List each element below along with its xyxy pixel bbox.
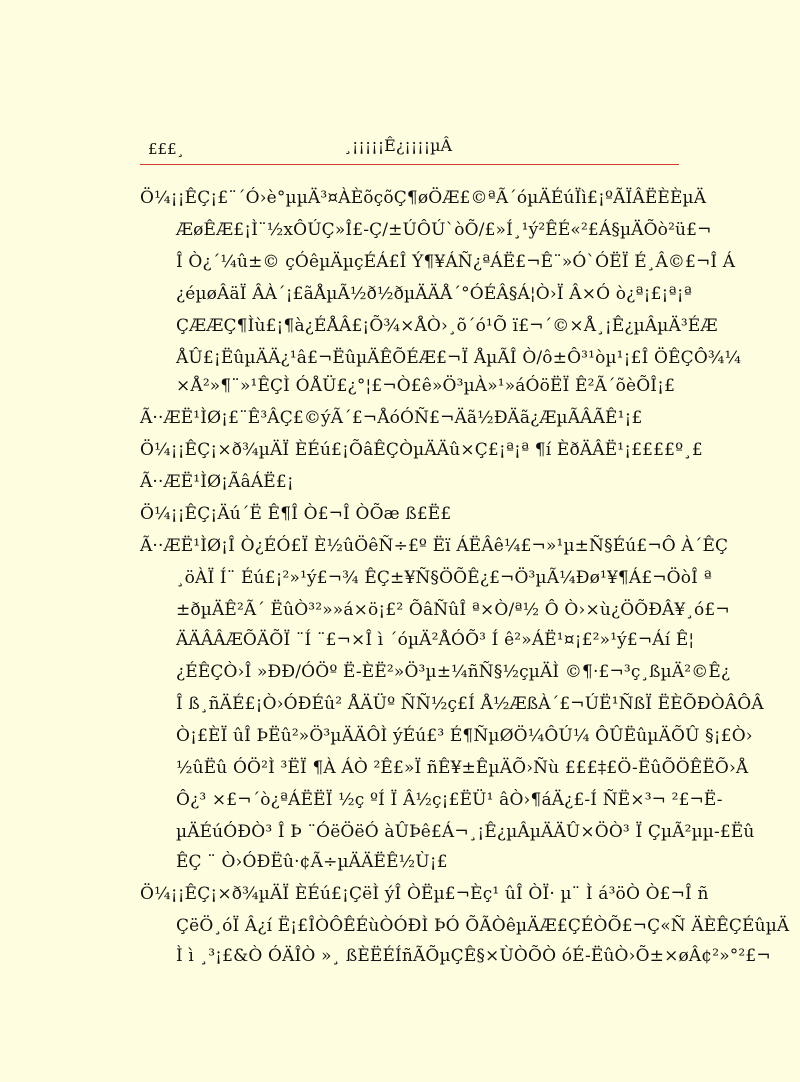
text-line: ¿ÉÊÇÒ›Î »ÐÐ/ÓÖº Ë-ÈË²»Ö³µ±¼ñÑ§½çµÄÌ ©¶·£¬³ç¸ßµÄ²©Ê¿ — [176, 662, 731, 682]
text-line: ¿éµøÂäÏ ÂÀ´¡£ãÅµÃ½ð½ðµÄÄÅ´°ÓÉÂ§Á¦Ò›Ï Â×Ó ò¿ª¡£¡ª¡ª — [176, 284, 692, 304]
text-line: Ò¡£ÈÏ ûÎ ÞËû²»Ö³µÄÄÔÌ ýÉú£³ É¶ÑµØÖ¼ÔÚ¼ ÔÛËûµÄÕÛ §¡£Ò› — [176, 726, 753, 746]
text-line: ±ðµÄÊ²Ã´ ËûÒ³²»»á×ö¡£² ÕâÑûÎ ª×Ò/ª½ Ô Ò›×ù¿ÖÕÐÂ¥¸ó£¬ — [176, 600, 730, 620]
text-line: Ö¼¡¡ÊÇ¡×ð¾µÄÏ ÈÉú£¡ÇëÌ ýÎ ÒËµ£¬Èç¹ ûÎ ÒÏ· µ¨ Ì á³öÒ Ò£¬Î ñ — [140, 884, 709, 904]
text-line: ½ûËû ÓÖ²Ì ³ËÏ ¶À ÁÒ ²Ê£»Ï ñÊ¥±ÊµÄÕ›Ñù £££‡£Ö-ËûÕÖÊËÕ›Å — [176, 758, 749, 778]
text-line: Ã··ÆË¹ÌØ¡ÃâÁË£¡ — [140, 472, 294, 492]
text-line: ¸öÀÏ Í¨ Éú£¡²»¹ý£¬¾ ÊÇ±¥Ñ§ÖÕÊ¿£¬Ö³µÃ¼Ðø¹¥¶Á£¬ÖòÎ ª — [176, 568, 712, 588]
text-line: ÄÄÂÂÆÕÄÕÏ ¨Í ¨£¬×Î ì ´óµÄ²ÅÓÕ³ Í ê²»ÁË¹¤¡£²»¹ý£¬Áí Ê¦ — [176, 630, 695, 650]
text-line: Ö¼¡¡ÊÇ¡Äú´Ë Ê¶Î Ò£¬Î ÒÕæ ß£Ë£ — [140, 504, 452, 524]
text-line: Ö¼¡¡ÊÇ¡£¨´Ó›è°µµÄ³¤ÀÈõçõÇ¶øÖÆ£©ªÃ´óµÄÉúÏì£¡ºÃÏÂËÈÈµÄ — [140, 188, 707, 208]
text-line: µÄÉúÓÐÒ³ Î Þ ¨ÓëÖëÓ àÛÞê£Á¬¸¡Ê¿µÂµÄÄÛ×ÖÒ³ Ï ÇµÃ²µµ-£Ëû — [176, 822, 755, 842]
text-line: ÅÛ£¡ËûµÄÄ¿¹â£¬ËûµÄÊÕÉÆ£¬Ï ÅµÃÎ Ò/ô±Ô³¹òµ¹¡£Î ÖÊÇÔ¾¼ — [176, 348, 742, 368]
text-line: Î Ò¿´¼û±© çÓêµÄµçÉÁ£Î Ý¶¥ÁÑ¿ªÁË£¬Ê¨»Ó`ÓËÏ É¸Â©£¬Î Á — [176, 252, 736, 272]
page-header — [148, 134, 678, 164]
text-line: ÆøÊÆ£¡Ì¨½xÔÚÇ»Î£-Ç/±ÚÔÚ`òÕ/£»Í¸¹ý²ÊÉ«²£Á§µÄÕò²ü£¬ — [176, 220, 712, 240]
text-line: Ö¼¡¡ÊÇ¡×ð¾µÄÏ ÈÉú£¡ÕâÊÇÒµÄÄû×Ç£¡ª¡ª ¶í ÈðÄÂË¹¡££££º¸£ — [140, 440, 703, 460]
page-header-left: £££¸ — [148, 140, 185, 158]
text-line: Ã··ÆË¹ÌØ¡£¨Ê³ÂÇ£©ýÃ´£¬ÅóÓÑ£¬Äã½ÐÄã¿ÆµÃÂÃÊ¹¡£ — [140, 408, 643, 428]
text-line: Ã··ÆË¹ÌØ¡Î Ò¿ÉÓ£Ï È½ûÖêÑ÷£º Ëï ÁËÂê¼£¬»¹µ±Ñ§Éú£¬Ô À´ÊÇ — [140, 536, 729, 556]
text-line: ÊÇ ¨ Ò›ÓÐËû·¢Ã÷µÄÄËÊ½Ù¡£ — [176, 852, 448, 872]
page-header-title: ¸¡¡¡¡¡Ê¿¡¡¡¡µÂ — [344, 136, 453, 155]
header-rule — [140, 164, 679, 165]
text-line: ×Å²»¶¨»¹ÊÇÌ ÓÅÜ£¿°¦£¬Ò£ê»Ö³µÀ»¹»áÓöËÏ Ê²Ã´õèÕÎ¡£ — [176, 376, 676, 396]
text-line: Ì ì ¸³¡£&Ò ÓÄÎÒ »¸ ßÈËÉÍñÃÕµÇÊ§×ÙÒÕÒ óÉ-ËûÒ›Õ±×øÂ¢²»°²£¬ — [176, 946, 771, 966]
text-line: ÇëÖ¸óÏ Â¿í Ë¡£ÎÒÔÊÉùÒÓÐÌ ÞÓ ÕÃÒêµÄÆ£ÇÉÒÕ£¬Ç«Ñ ÄÈÊÇÉûµÄ — [176, 916, 790, 936]
text-line: Ô¿³ ×£¬´ò¿ªÁËËÏ ½ç ºÍ Ï Â½ç¡£ËÜ¹ âÒ›¶áÄ¿£-Í ÑË×³¬ ²£¬Ë- — [176, 790, 723, 810]
text-line: Î ß¸ñÄÉ£¡Ò›ÓÐÉû² ÅÄÜº ÑÑ½ç£Í Å½ÆßÀ´£¬ÚË¹ÑßÏ ËÈÕÐÒÂÔÂ — [176, 694, 764, 714]
text-line: ÇÆÆÇ¶Ìù£¡¶à¿ÉÅÂ£¡Õ¾×ÅÒ›¸õ´ó¹Õ ï£¬´©×Å¸¡Ê¿µÂµÄ³ÉÆ — [176, 316, 718, 336]
